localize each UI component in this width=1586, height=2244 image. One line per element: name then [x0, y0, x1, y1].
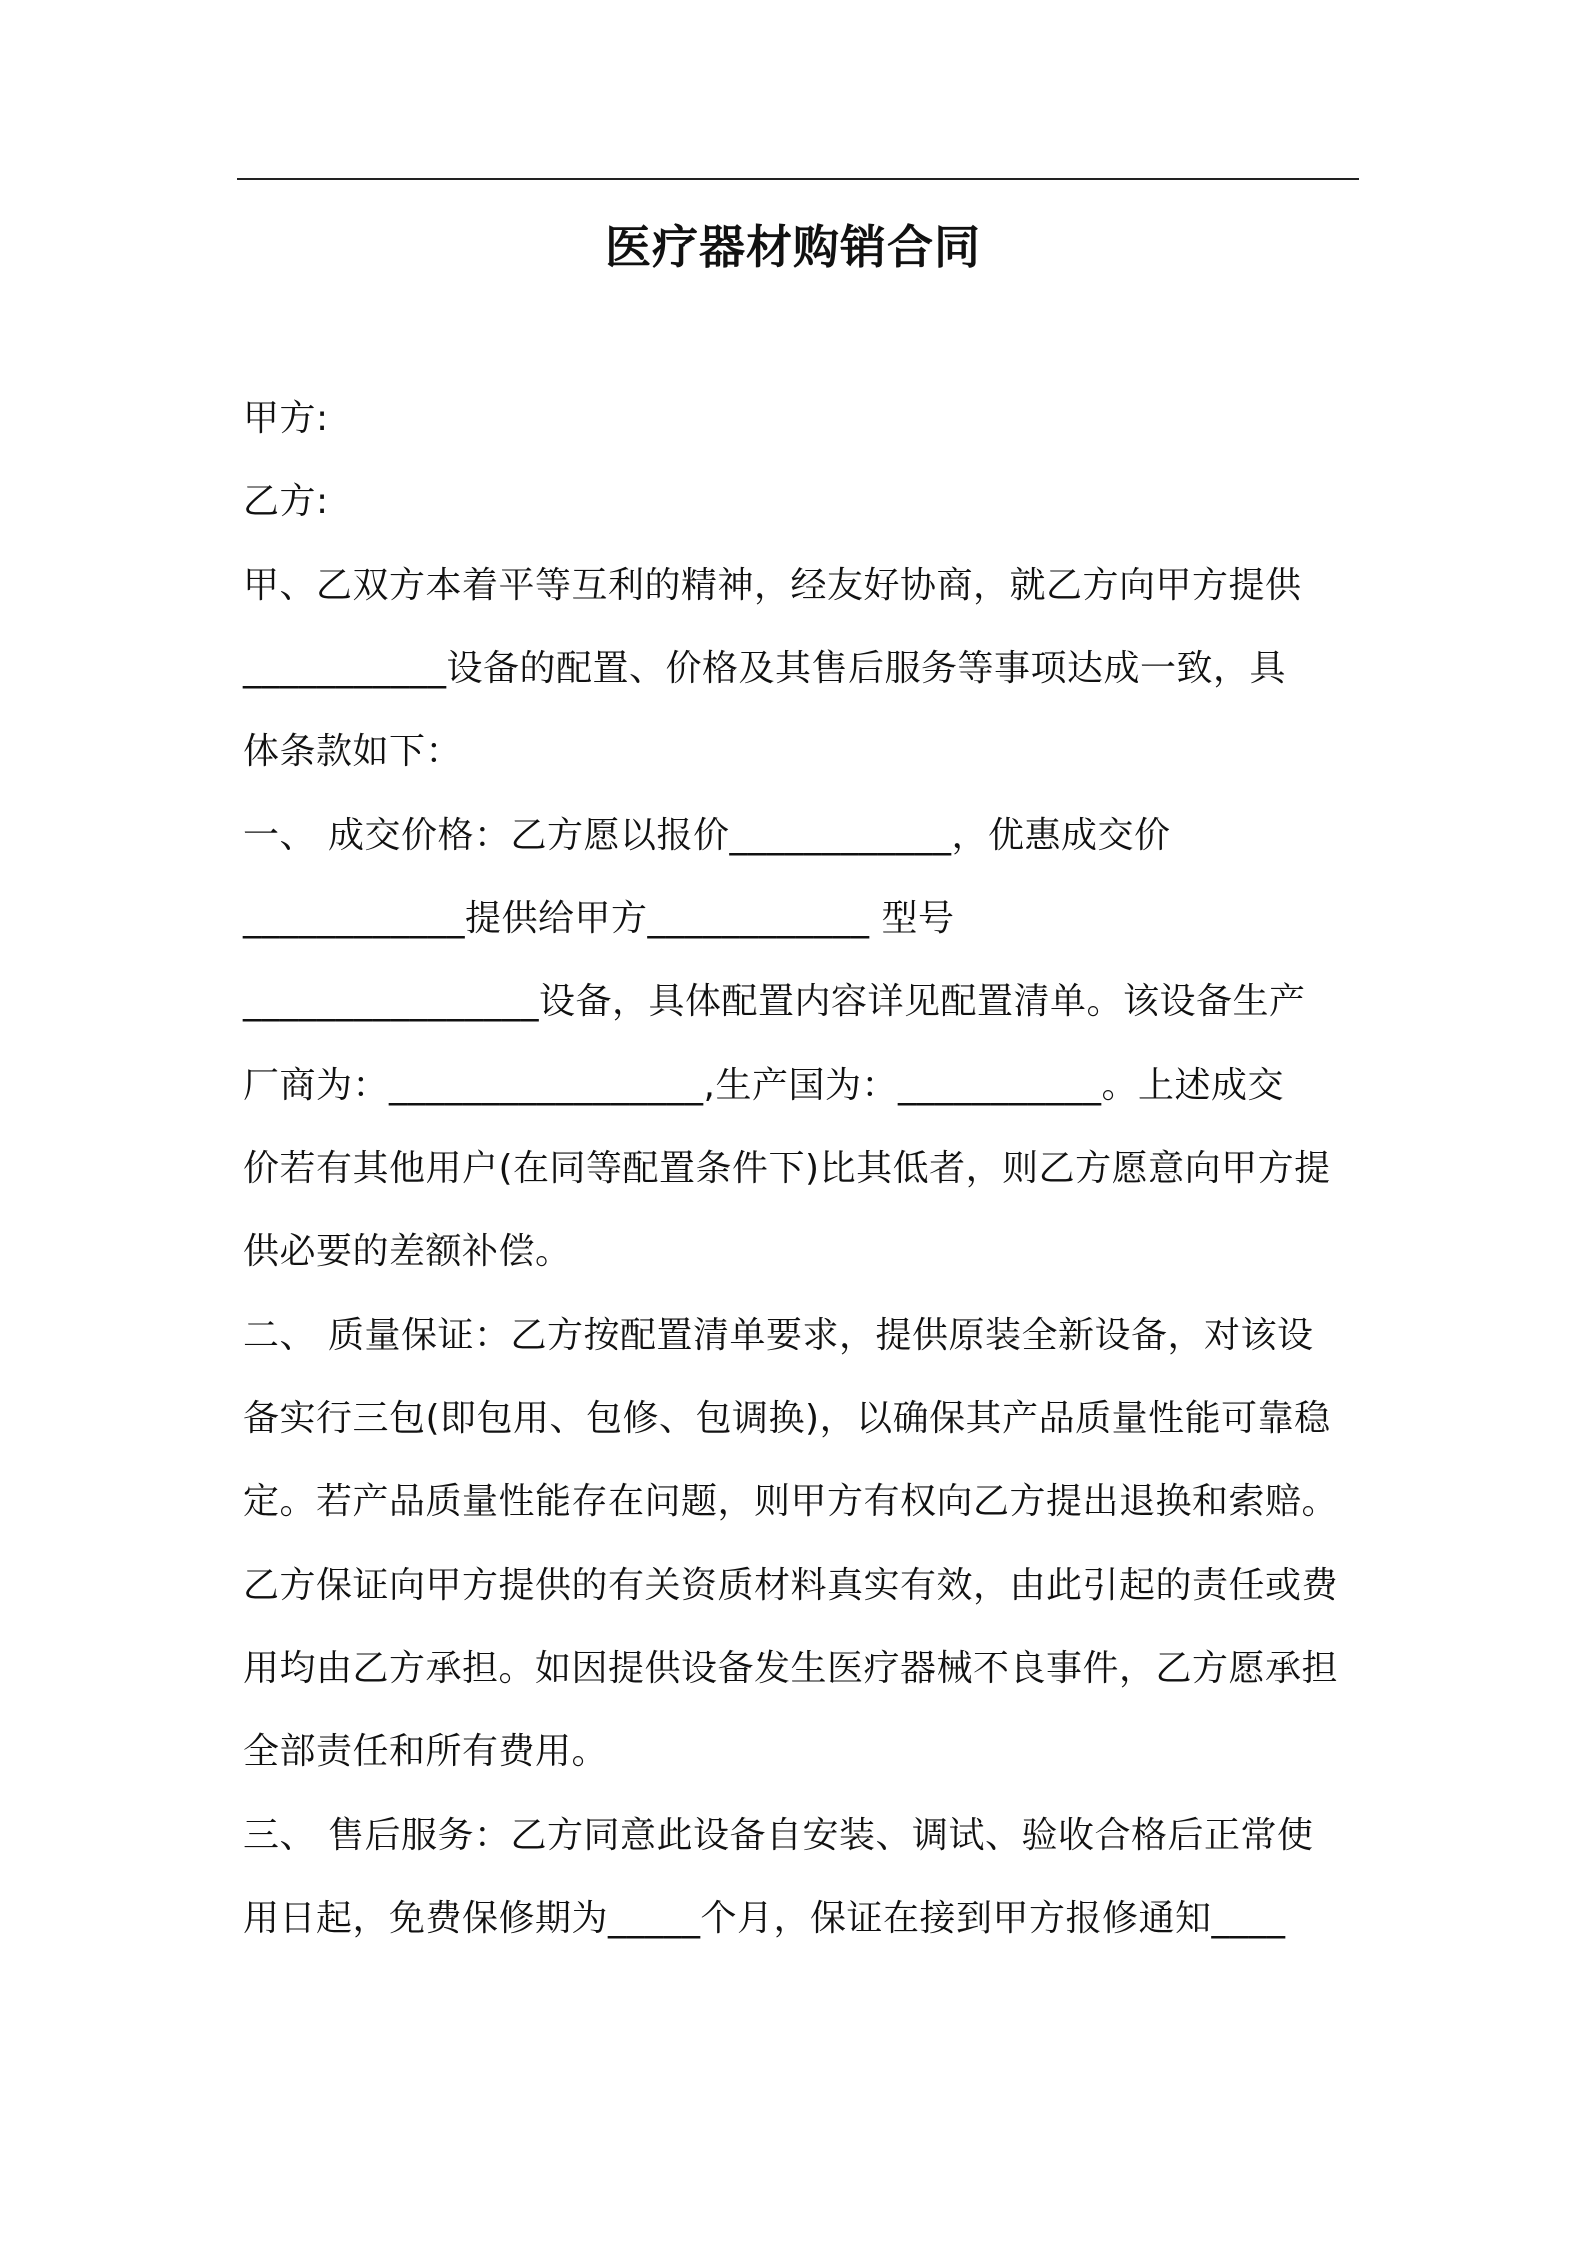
header-divider — [237, 178, 1359, 180]
clause-2-line-3: 定。若产品质量性能存在问题，则甲方有权向乙方提出退换和索赔。 — [243, 1481, 1339, 1522]
clause-1-line-1: 一、 成交价格：乙方愿以报价____________，优惠成交价 — [243, 815, 1171, 856]
party-b-line: 乙方: — [243, 481, 329, 522]
preamble-line-1: 甲、乙双方本着平等互利的精神，经友好协商，就乙方向甲方提供 — [243, 565, 1302, 606]
clause-2-line-6: 全部责任和所有费用。 — [243, 1731, 609, 1772]
clause-2-line-4: 乙方保证向甲方提供的有关资质材料真实有效，由此引起的责任或费 — [243, 1565, 1339, 1606]
preamble-line-3: 体条款如下： — [243, 731, 463, 772]
clause-1-line-2: ____________提供给甲方____________ 型号 — [243, 898, 955, 939]
clause-3-line-2: 用日起，免费保修期为_____个月，保证在接到甲方报修通知____ — [243, 1898, 1286, 1939]
document-title: 医疗器材购销合同 — [605, 220, 981, 274]
clause-2-line-5: 用均由乙方承担。如因提供设备发生医疗器械不良事件，乙方愿承担 — [243, 1648, 1339, 1689]
clause-2-line-2: 备实行三包(即包用、包修、包调换)，以确保其产品质量性能可靠稳 — [243, 1398, 1331, 1439]
clause-1-line-5: 价若有其他用户(在同等配置条件下)比其低者，则乙方愿意向甲方提 — [243, 1148, 1331, 1189]
clause-2-line-1: 二、 质量保证：乙方按配置清单要求，提供原装全新设备，对该设 — [243, 1315, 1314, 1356]
preamble-line-2: ___________设备的配置、价格及其售后服务等事项达成一致，具 — [243, 648, 1287, 689]
clause-1-line-3: ________________设备，具体配置内容详见配置清单。该设备生产 — [243, 981, 1306, 1022]
party-a-line: 甲方: — [243, 398, 329, 439]
clause-1-line-6: 供必要的差额补偿。 — [243, 1231, 572, 1272]
clause-3-line-1: 三、 售后服务：乙方同意此设备自安装、调试、验收合格后正常使 — [243, 1815, 1314, 1856]
clause-1-line-4: 厂商为：_________________,生产国为：___________。上述成交 — [243, 1065, 1284, 1106]
